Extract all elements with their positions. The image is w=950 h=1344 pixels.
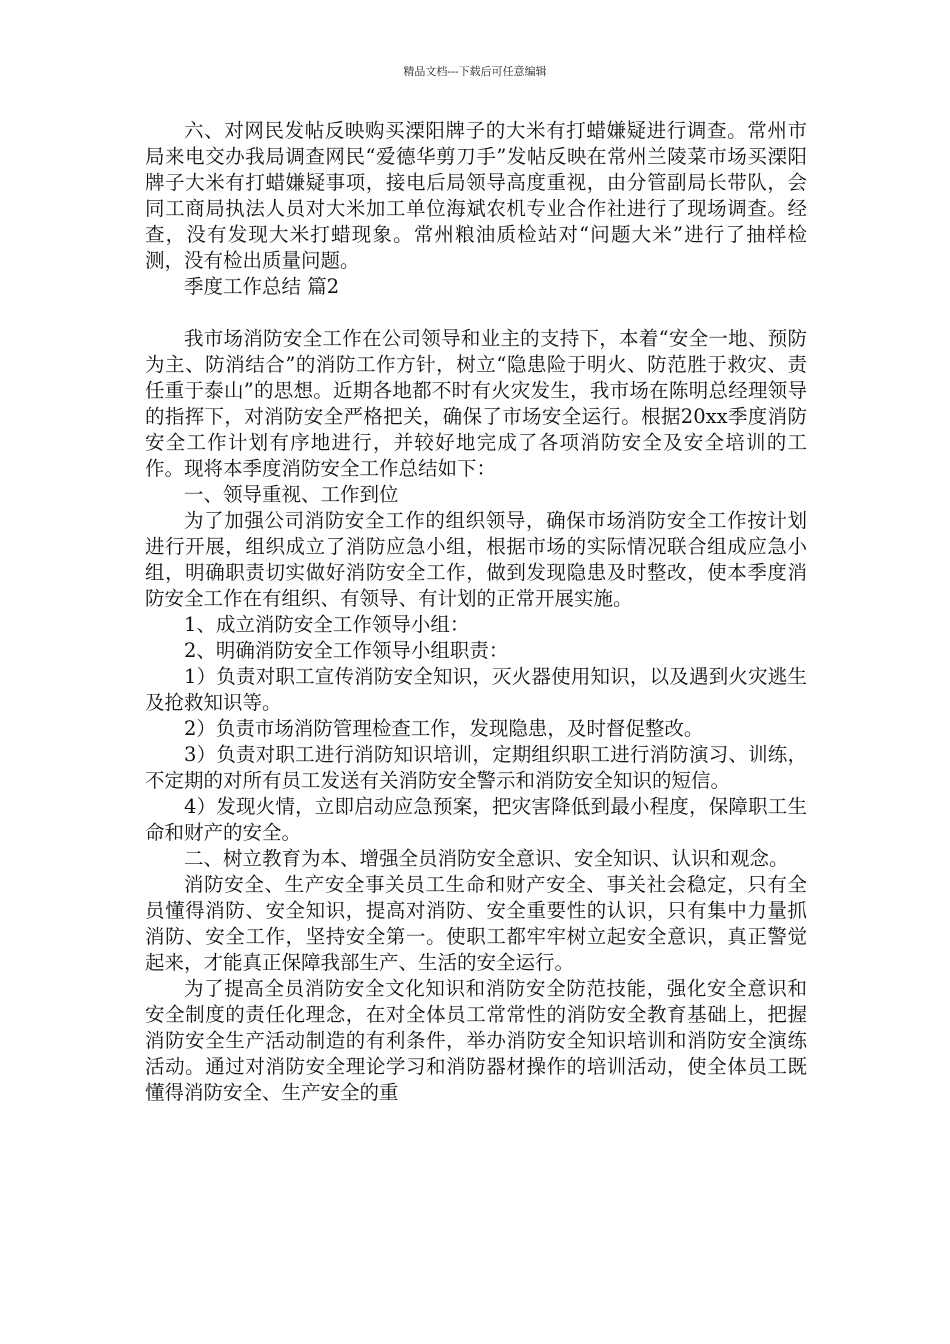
heading-leadership: 一、领导重视、工作到位 — [184, 483, 399, 506]
heading-education: 二、树立教育为本、增强全员消防安全意识、安全知识、认识和观念。 — [184, 847, 789, 870]
duty-item-4: 4）发现火情，立即启动应急预案，把灾害降低到最小程度，保障职工生命和财产的安全。 — [145, 795, 807, 844]
blank-line — [145, 300, 807, 326]
document-body — [145, 118, 807, 1106]
section-title: 季度工作总结 篇2 — [184, 275, 340, 298]
paragraph-investigation: 六、对网民发帖反映购买溧阳牌子的大米有打蜡嫌疑进行调查。常州市局来电交办我局调查网民“爱德华剪刀手”发帖反映在常州兰陵菜市场买溧阳牌子大米有打蜡嫌疑事项，接电后局领导高度重视，由分管副局长带队，会同工商局执法人员对大米加工单位海斌农机专业合作社进行了现场调查。经查，没有发现大米打蜡现象。常州粮油质检站对“问题大米”进行了抽样检测，没有检出质量问题。 — [145, 119, 807, 272]
duty-item-3: 3）负责对职工进行消防知识培训，定期组织职工进行消防演习、训练，不定期的对所有员工发送有关消防安全警示和消防安全知识的短信。 — [145, 743, 807, 792]
page-header: 精品文档---下载后可任意编辑 — [403, 65, 547, 78]
duty-item-2: 2）负责市场消防管理检查工作，发现隐患，及时督促整改。 — [184, 717, 704, 740]
paragraph-intro: 我市场消防安全工作在公司领导和业主的支持下，本着“安全一地、预防为主、防消结合”的消防工作方针，树立“隐患险于明火、防范胜于救灾、责任重于泰山”的思想。近期各地都不时有火灾发生，我市场在陈明总经理领导的指挥下，对消防安全严格把关，确保了市场安全运行。根据20xx季度消防安全工作计划有序地进行，并较好地完成了各项消防安全及安全培训的工作。现将本季度消防安全工作总结如下： — [145, 327, 807, 480]
paragraph-training: 为了提高全员消防安全文化知识和消防安全防范技能，强化安全意识和安全制度的责任化理念，在对全体员工常常性的消防安全教育基础上，把握消防安全生产活动制造的有利条件，举办消防安全知识培训和消防安全演练活动。通过对消防安全理论学习和消防器材操作的培训活动，使全体员工既懂得消防安全、生产安全的重 — [145, 977, 807, 1104]
list-item-1: 1、成立消防安全工作领导小组： — [184, 613, 470, 636]
paragraph-leadership: 为了加强公司消防安全工作的组织领导，确保市场消防安全工作按计划进行开展，组织成立了消防应急小组，根据市场的实际情况联合组成应急小组，明确职责切实做好消防安全工作，做到发现隐患及时整改，使本季度消防安全工作在有组织、有领导、有计划的正常开展实施。 — [145, 509, 807, 610]
paragraph-awareness: 消防安全、生产安全事关员工生命和财产安全、事关社会稳定，只有全员懂得消防、安全知识，提高对消防、安全重要性的认识，只有集中力量抓消防、安全工作，坚持安全第一。使职工都牢牢树立起安全意识，真正警觉起来，才能真正保障我部生产、生活的安全运行。 — [145, 873, 807, 974]
duty-item-1: 1）负责对职工宣传消防安全知识，灭火器使用知识，以及遇到火灾逃生及抢救知识等。 — [145, 665, 807, 714]
list-item-2: 2、明确消防安全工作领导小组职责： — [184, 639, 509, 662]
